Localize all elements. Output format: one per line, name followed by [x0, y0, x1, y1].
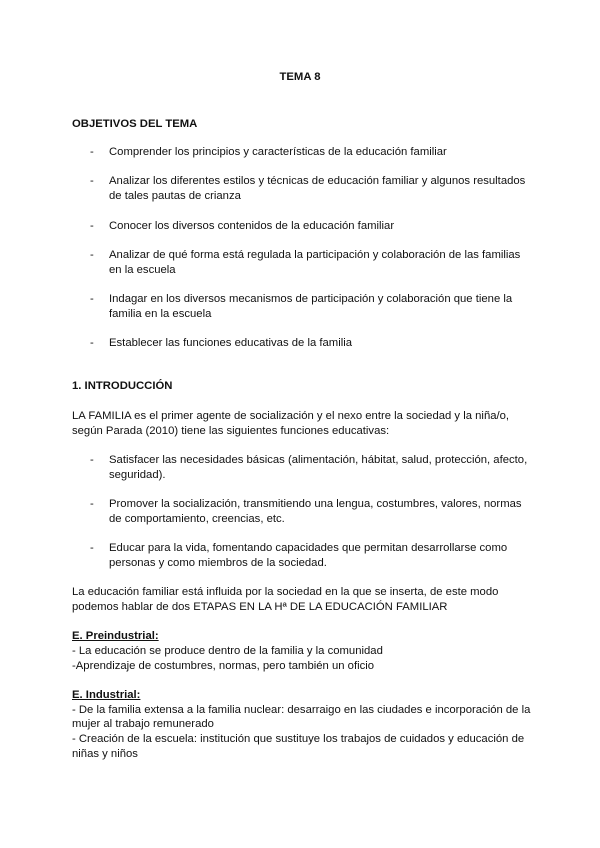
- industrial-heading: E. Industrial:: [72, 689, 141, 701]
- stages-paragraph: La educación familiar está influida por la sociedad en la que se inserta, de este modo podemos hablar de dos ETAPAS EN LA Hª DE LA EDUCACIÓN FAMILIAR: [72, 586, 499, 613]
- intro-paragraph: LA FAMILIA es el primer agente de socialización y el nexo entre la sociedad y la niña/o, según Parada (2010) tiene las siguientes funciones educativas:: [72, 410, 510, 437]
- bullet-dash: -: [90, 542, 94, 554]
- objectives-heading: OBJETIVOS DEL TEMA: [72, 118, 198, 130]
- objective-text: Establecer las funciones educativas de la familia: [109, 337, 353, 349]
- objective-text: Indagar en los diversos mecanismos de participación y colaboración que tiene la familia en la escuela: [109, 293, 513, 320]
- introduction-heading: 1. INTRODUCCIÓN: [72, 380, 173, 392]
- industrial-line: - De la familia extensa a la familia nuclear: desarraigo en las ciudades e incorporación de la: [72, 704, 531, 716]
- bullet-dash: -: [90, 175, 94, 187]
- preindustrial-line: - La educación se produce dentro de la familia y la comunidad: [72, 645, 383, 657]
- industrial-line: mujer al trabajo remunerado: [72, 718, 214, 730]
- function-text: Satisfacer las necesidades básicas (alimentación, hábitat, salud, protección, afecto, seguridad).: [109, 454, 528, 481]
- function-text: Promover la socialización, transmitiendo una lengua, costumbres, valores, normas de comportamiento, creencias, etc.: [109, 498, 522, 525]
- bullet-dash: -: [90, 454, 94, 466]
- objective-text: Comprender los principios y características de la educación familiar: [109, 146, 447, 158]
- industrial-line: niñas y niños: [72, 748, 138, 760]
- objective-text: Analizar los diferentes estilos y técnicas de educación familiar y algunos resultados de tales pautas de crianza: [109, 175, 526, 202]
- bullet-dash: -: [90, 220, 94, 232]
- preindustrial-line: -Aprendizaje de costumbres, normas, pero también un oficio: [72, 660, 375, 672]
- function-text: Educar para la vida, fomentando capacidades que permitan desarrollarse como personas y como miembros de la sociedad.: [109, 542, 508, 569]
- bullet-dash: -: [90, 337, 94, 349]
- page-title: TEMA 8: [279, 71, 321, 83]
- objective-text: Conocer los diversos contenidos de la educación familiar: [109, 220, 395, 232]
- bullet-dash: -: [90, 146, 94, 158]
- bullet-dash: -: [90, 293, 94, 305]
- industrial-line: - Creación de la escuela: institución que sustituye los trabajos de cuidados y educación de: [72, 733, 525, 745]
- bullet-dash: -: [90, 498, 94, 510]
- objective-text: Analizar de qué forma está regulada la participación y colaboración de las familias en la escuela: [109, 249, 521, 276]
- preindustrial-heading: E. Preindustrial:: [72, 630, 159, 642]
- bullet-dash: -: [90, 249, 94, 261]
